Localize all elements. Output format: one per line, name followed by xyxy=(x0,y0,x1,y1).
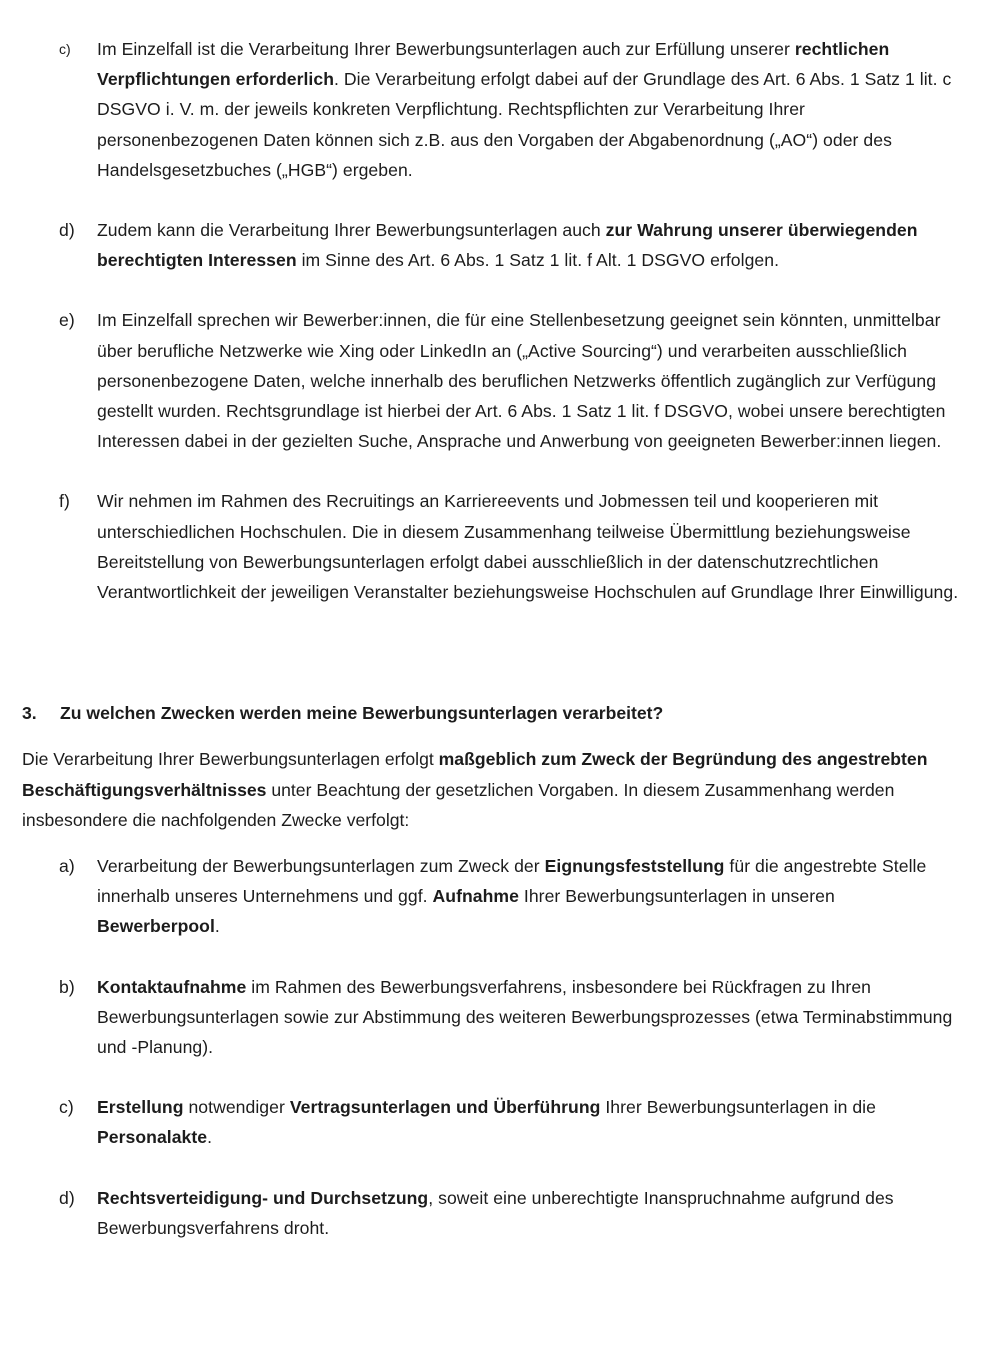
list-item-3b xyxy=(22,972,959,1063)
list-marker: c) xyxy=(59,1097,74,1118)
list-item-3d xyxy=(22,1183,959,1243)
list-item-text xyxy=(97,34,959,185)
text-run: im Rahmen des Bewerbungsverfahrens, insbesondere bei Rückfragen zu Ihren Bewerbungsunterlagen sowie zur Abstimmung des weiteren Bewerbungsprozesses (etwa Terminabstimmung und -Planung). xyxy=(97,976,953,1058)
list-marker: b) xyxy=(59,976,75,997)
text-run: Im Einzelfall sprechen wir Bewerber:innen, die für eine Stellenbesetzung geeignet sein könnten, unmittelbar über berufliche Netzwerke wie Xing oder LinkedIn an („Active Sourcing“) und verarbeiten ausschließlich personenbezogene Daten, welche innerhalb des beruflichen Netzwerks öffentlich zugänglich zur Verfügung gestellt wurden. Rechtsgrundlage ist hierbei der Art. 6 Abs. 1 Satz 1 lit. f DSGVO, wobei unsere berechtigten Interessen dabei in der gezielten Suche, Ansprache und Anwerbung von geeigneten Bewerber:innen liegen. xyxy=(97,310,946,452)
bold-text-run: Aufnahme xyxy=(432,886,519,907)
text-run: notwendiger xyxy=(183,1097,290,1118)
text-run: , soweit eine unberechtigte Inanspruchnahme aufgrund des Bewerbungsverfahrens droht. xyxy=(97,1187,894,1238)
bold-text-run: Bewerberpool xyxy=(97,916,215,937)
list-item-text xyxy=(97,305,959,456)
text-run: . xyxy=(214,916,220,937)
section-3-heading xyxy=(22,698,959,728)
bold-text-run: maßgeblich zum Zweck der Begründung des angestrebten Beschäftigungsverhältnisses xyxy=(22,749,928,800)
list-marker: e) xyxy=(59,310,75,331)
text-run: Ihrer Bewerbungsunterlagen in die xyxy=(600,1097,876,1118)
list-item-text xyxy=(97,972,959,1063)
list-item-text xyxy=(97,486,959,607)
bold-text-run: Personalakte xyxy=(97,1127,208,1148)
bold-text-run: Rechtsverteidigung- und Durchsetzung xyxy=(97,1187,429,1208)
bold-text-run: zur Wahrung unserer überwiegenden berechtigten Interessen xyxy=(97,220,918,271)
section-number: 3. xyxy=(22,703,37,724)
text-run: für die angestrebte Stelle innerhalb unseres Unternehmens und ggf. xyxy=(97,856,927,907)
text-run: unter Beachtung der gesetzlichen Vorgaben. In diesem Zusammenhang werden insbesondere die nachfolgenden Zwecke verfolgt: xyxy=(22,779,895,830)
list-marker: c) xyxy=(59,41,71,57)
list-item-2c xyxy=(22,34,959,185)
text-run: . Die Verarbeitung erfolgt dabei auf der Grundlage des Art. 6 Abs. 1 Satz 1 lit. c DSGVO i. V. m. der jeweils konkreten Verpflichtung. Rechtspflichten zur Verarbeitung Ihrer personenbezogenen Daten können sich z.B. aus den Vorgaben der Abgabenordnung („AO“) oder des Handelsgesetzbuches („HGB“) ergeben. xyxy=(97,69,952,180)
list-marker: d) xyxy=(59,220,75,241)
bold-text-run: Vertragsunterlagen und Überführung xyxy=(289,1097,601,1118)
list-item-text xyxy=(97,1183,959,1243)
text-run: . xyxy=(207,1127,213,1148)
text-run: Zudem kann die Verarbeitung Ihrer Bewerbungsunterlagen auch xyxy=(97,220,606,241)
list-item-2f xyxy=(22,486,959,607)
text-run: im Sinne des Art. 6 Abs. 1 Satz 1 lit. f Alt. 1 DSGVO erfolgen. xyxy=(296,250,780,271)
text-run: Wir nehmen im Rahmen des Recruitings an Karriereevents und Jobmessen teil und kooperieren mit unterschiedlichen Hochschulen. Die in diesem Zusammenhang teilweise Übermittlung beziehungsweise Bereitstellung von Bewerbungsunterlagen erfolgt dabei ausschließlich in der datenschutzrechtlichen Verantwortlichkeit der jeweiligen Veranstalter beziehungsweise Hochschulen auf Grundlage Ihrer Einwilligung. xyxy=(97,491,959,603)
list-marker: a) xyxy=(59,856,75,877)
list-item-text xyxy=(97,851,959,942)
list-item-2d xyxy=(22,215,959,275)
list-item-2e xyxy=(22,305,959,456)
bold-text-run: rechtlichen Verpflichtungen erforderlich xyxy=(97,39,890,90)
list-item-3c xyxy=(22,1092,959,1152)
list-item-text xyxy=(97,215,959,275)
bold-text-run: Erstellung xyxy=(97,1097,184,1118)
bold-text-run: Eignungsfeststellung xyxy=(544,856,725,877)
text-run: Verarbeitung der Bewerbungsunterlagen zum Zweck der xyxy=(97,856,545,877)
section-title: Zu welchen Zwecken werden meine Bewerbungsunterlagen verarbeitet? xyxy=(60,703,664,724)
list-item-3a xyxy=(22,851,959,942)
list-marker: d) xyxy=(59,1187,75,1208)
bold-text-run: Kontaktaufnahme xyxy=(97,976,247,997)
list-item-text xyxy=(97,1092,959,1152)
section-3-intro xyxy=(22,744,959,835)
text-run: Ihrer Bewerbungsunterlagen in unseren xyxy=(518,886,835,907)
text-run: Die Verarbeitung Ihrer Bewerbungsunterlagen erfolgt xyxy=(22,749,439,770)
list-marker: f) xyxy=(59,491,70,512)
text-run: Im Einzelfall ist die Verarbeitung Ihrer Bewerbungsunterlagen auch zur Erfüllung unserer xyxy=(97,39,795,59)
